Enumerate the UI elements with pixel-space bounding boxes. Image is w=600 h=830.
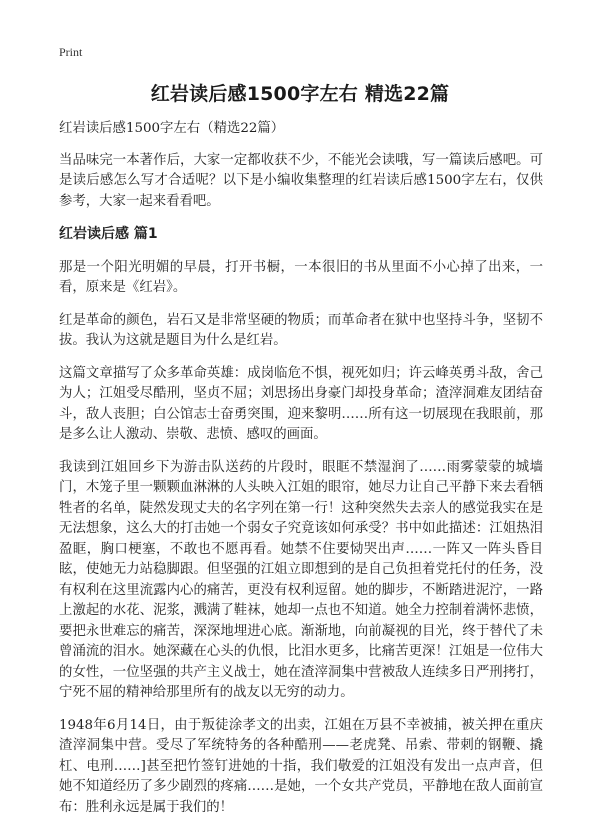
intro-paragraph: 当品味完一本著作后，大家一定都收获不少，不能光会读哦，写一篇读后感吧。可是读后感怎么写才合适呢？以下是小编收集整理的红岩读后感1500字左右，仅供参考，大家一起来看看吧。 — [59, 152, 543, 209]
section-heading: 红岩读后感 篇1 — [59, 226, 158, 242]
article-body — [59, 119, 543, 830]
paragraph: 我读到江姐回乡下为游击队送药的片段时，眼眶不禁湿润了……雨雾蒙蒙的城墙门，木笼子里一颗颗血淋淋的人头映入江姐的眼帘，她尽力让自己平静下来去看牺牲者的名单，陡然发现丈夫的名字列在第一行！这种突然失去亲人的感觉我实在是无法想象，这么大的打击她一个弱女子究竟该如何承受？书中如此描述：江姐热泪盈眶，胸口梗塞，不敢也不愿再看。她禁不住要恸哭出声……一阵又一阵头昏目眩，使她无力站稳脚跟。但坚强的江姐立即想到的是自己负担着党托付的任务，没有权利在这里流露内心的痛苦，更没有权利逗留。她的脚步，不断踏进泥泞，一路上激起的水花、泥浆，溅满了鞋袜，她却一点也不知道。她全力控制着满怀悲愤，要把永世难忘的痛苦，深深地埋进心底。渐渐地，向前凝视的目光，终于替代了未曾涌流的泪水。她深藏在心头的仇恨，比泪水更多，比痛苦更深！江姐是一位伟大的女性，一位坚强的共产主义战士，她在渣滓洞集中营被敌人连续多日严刑拷打，宁死不屈的精神给那里所有的战友以无穷的动力。 — [59, 459, 543, 700]
paragraph: 红是革命的颜色，岩石又是非常坚硬的物质；而革命者在狱中也坚持斗争，坚韧不拔。我认为这就是题目为什么是红岩。 — [59, 312, 543, 348]
paragraph: 1948年6月14日，由于叛徒涂孝文的出卖，江姐在万县不幸被捕，被关押在重庆渣滓洞集中营。受尽了军统特务的各种酷刑——老虎凳、吊索、带刺的钢鞭、撬杠、电刑……]甚至把竹签钉进她的十指，我们敬爱的江姐没有发出一点声音，但她不知道经历了多少剧烈的疼痛……是她，一个女共产党员，平静地在敌人面前宣布：胜利永远是属于我们的！ — [59, 717, 543, 815]
article-subtitle: 红岩读后感1500字左右（精选22篇） — [59, 121, 285, 136]
print-link[interactable]: Print — [59, 45, 83, 59]
page-title: 红岩读后感1500字左右 精选22篇 — [150, 83, 450, 105]
paragraph: 这篇文章描写了众多革命英雄：成岗临危不惧，视死如归；许云峰英勇斗敌，舍己为人；江姐受尽酷刑，坚贞不屈；刘思扬出身豪门却投身革命；渣滓洞难友团结奋斗，敌人丧胆；白公馆志士奋勇突围，迎来黎明……所有这一切展现在我眼前，那是多么让人激动、崇敬、悲愤、感叹的画面。 — [59, 365, 543, 442]
paragraph: 那是一个阳光明媚的早晨，打开书橱，一本很旧的书从里面不小心掉了出来，一看，原来是《红岩》。 — [59, 259, 543, 295]
